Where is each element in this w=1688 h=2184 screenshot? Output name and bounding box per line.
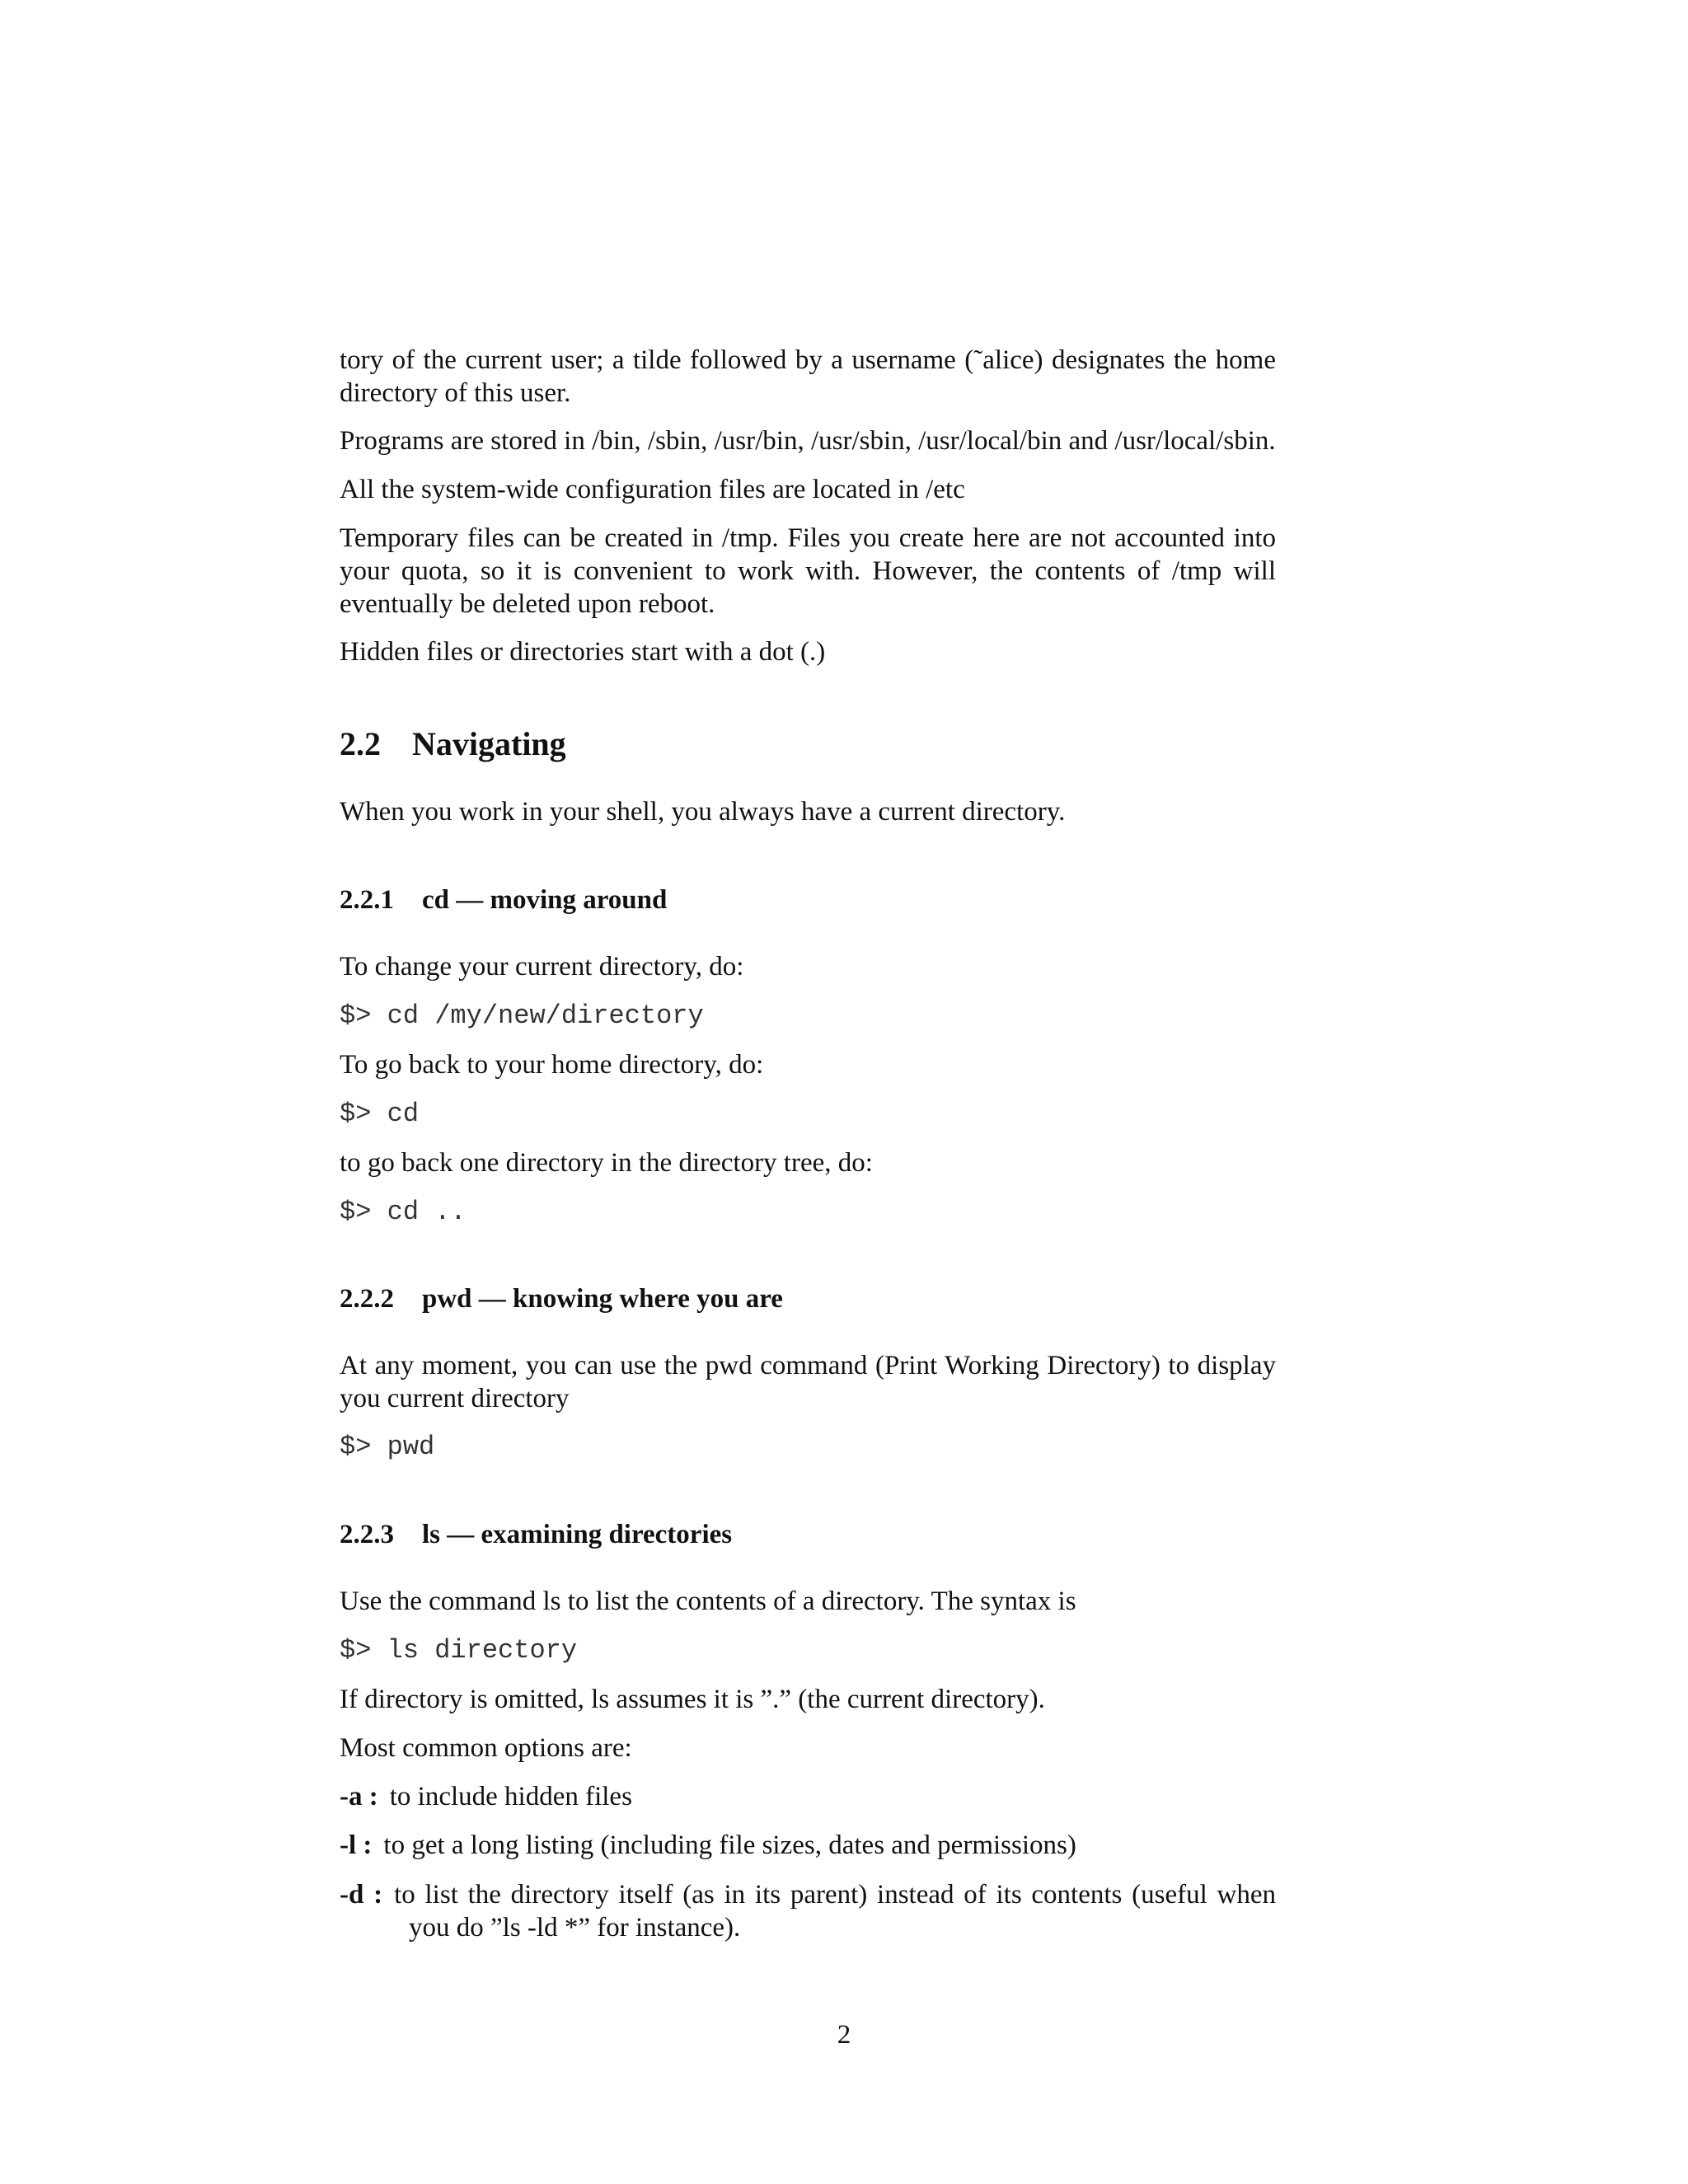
paragraph-hidden-files: Hidden files or directories start with a dot (.) xyxy=(340,637,826,667)
paragraph-programs: Programs are stored in /bin, /sbin, /usr/bin, /usr/sbin, /usr/local/bin and /usr/local/sbin. xyxy=(340,426,1276,456)
code-cd-home: $> cd xyxy=(340,1099,420,1129)
option-item-d xyxy=(340,1878,1276,1944)
paragraph-navigating-intro: When you work in your shell, you always have a current directory. xyxy=(340,797,1066,827)
option-item-l xyxy=(340,1829,1276,1862)
subsection-title: pwd — knowing where you are xyxy=(422,1284,783,1314)
code-pwd: $> pwd xyxy=(340,1432,435,1462)
code-cd-path: $> cd /my/new/directory xyxy=(340,1001,704,1031)
paragraph-ls-default: If directory is omitted, ls assumes it is ”.” (the current directory). xyxy=(340,1685,1045,1714)
page-number: 2 xyxy=(837,2020,851,2050)
subsection-heading-ls xyxy=(340,1518,1276,1551)
option-description: to list the directory itself (as in its parent) instead of its contents (useful when you do ”ls -ld *” for instance). xyxy=(394,1880,1277,1943)
option-item-a xyxy=(340,1780,1276,1813)
paragraph-pwd-description: At any moment, you can use the pwd command (Print Working Directory) to display you current directory xyxy=(340,1351,1276,1413)
paragraph-change-directory: To change your current directory, do: xyxy=(340,952,744,982)
paragraph-back-one: to go back one directory in the directory tree, do: xyxy=(340,1148,873,1178)
paragraph-home-directory: tory of the current user; a tilde followed by a username (˜alice) designates the home directory of this user. xyxy=(340,345,1276,408)
option-flag: -a : xyxy=(340,1782,378,1811)
section-title: Navigating xyxy=(412,725,566,762)
subsection-number: 2.2.3 xyxy=(340,1520,394,1549)
option-description: to get a long listing (including file sizes, dates and permissions) xyxy=(383,1830,1076,1860)
paragraph-temporary-files: Temporary files can be created in /tmp. Files you create here are not accounted into your quota, so it is convenient to work with. However, the contents of /tmp will eventually be deleted upon reboot. xyxy=(340,523,1276,619)
code-cd-parent: $> cd .. xyxy=(340,1197,467,1227)
code-ls: $> ls directory xyxy=(340,1635,578,1666)
subsection-number: 2.2.2 xyxy=(340,1284,394,1314)
option-description: to include hidden files xyxy=(389,1782,632,1811)
paragraph-home-back: To go back to your home directory, do: xyxy=(340,1050,764,1080)
option-flag: -l : xyxy=(340,1830,373,1860)
subsection-title: ls — examining directories xyxy=(422,1520,733,1549)
subsection-heading-cd xyxy=(340,883,1276,916)
paragraph-ls-description: Use the command ls to list the contents of a directory. The syntax is xyxy=(340,1586,1076,1616)
section-heading-navigating xyxy=(340,724,1276,764)
subsection-number: 2.2.1 xyxy=(340,885,394,915)
subsection-heading-pwd xyxy=(340,1282,1276,1315)
option-flag: -d : xyxy=(340,1880,383,1910)
paragraph-common-options: Most common options are: xyxy=(340,1733,632,1763)
paragraph-config-files: All the system-wide configuration files are located in /etc xyxy=(340,475,965,504)
subsection-title: cd — moving around xyxy=(422,885,668,915)
section-number: 2.2 xyxy=(340,725,381,762)
